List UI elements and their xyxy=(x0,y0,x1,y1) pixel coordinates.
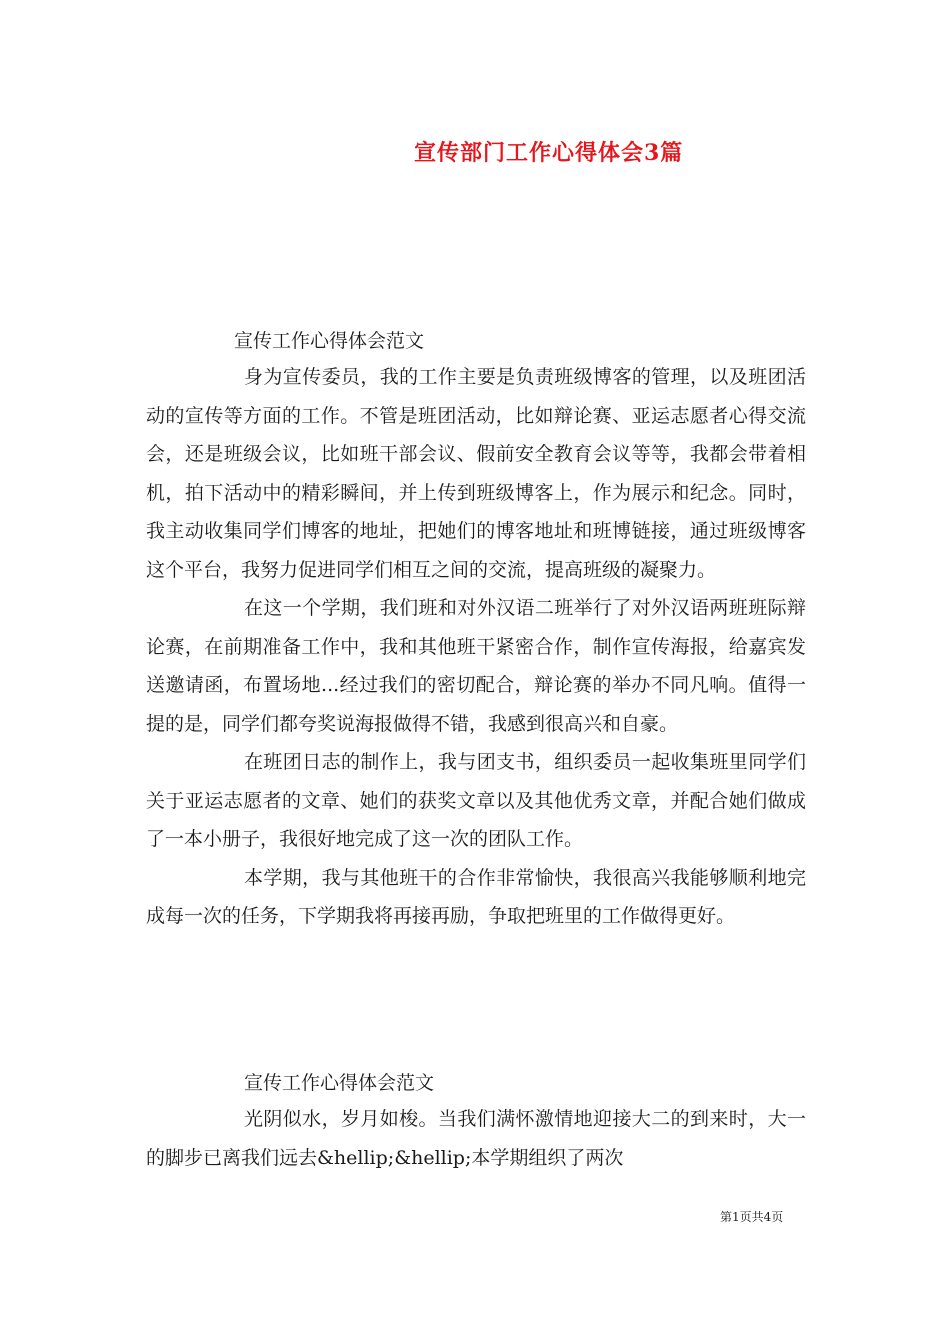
section-body xyxy=(146,358,806,936)
document-title: 宣传部门工作心得体会3篇 xyxy=(414,140,684,166)
paragraph: 身为宣传委员，我的工作主要是负责班级博客的管理，以及班团活动的宣传等方面的工作。不管是班团活动，比如辩论赛、亚运志愿者心得交流会，还是班级会议，比如班干部会议、假前安全教育会议等等，我都会带着相机，拍下活动中的精彩瞬间，并上传到班级博客上，作为展示和纪念。同时，我主动收集同学们博客的地址，把她们的博客地址和班博链接，通过班级博客这个平台，我努力促进同学们相互之间的交流，提高班级的凝聚力。 xyxy=(146,366,806,581)
page-number-footer: 第1页共4页 xyxy=(720,1210,784,1224)
paragraph: 光阴似水，岁月如梭。当我们满怀激情地迎接大二的到来时，大一的脚步已离我们远去&hellip;&hellip;本学期组织了两次 xyxy=(146,1108,806,1169)
paragraph: 在这一个学期，我们班和对外汉语二班举行了对外汉语两班班际辩论赛，在前期准备工作中，我和其他班干紧密合作，制作宣传海报，给嘉宾发送邀请函，布置场地...经过我们的密切配合，辩论赛的举办不同凡响。值得一提的是，同学们都夸奖说海报做得不错，我感到很高兴和自豪。 xyxy=(146,597,806,735)
section-heading: 宣传工作心得体会范文 xyxy=(244,1072,435,1094)
section-body xyxy=(146,1100,806,1177)
paragraph: 本学期，我与其他班干的合作非常愉快，我很高兴我能够顺利地完成每一次的任务，下学期我将再接再励，争取把班里的工作做得更好。 xyxy=(146,866,806,927)
paragraph: 在班团日志的制作上，我与团支书，组织委员一起收集班里同学们关于亚运志愿者的文章、她们的获奖文章以及其他优秀文章，并配合她们做成了一本小册子，我很好地完成了这一次的团队工作。 xyxy=(146,751,806,850)
section-heading: 宣传工作心得体会范文 xyxy=(234,330,425,352)
